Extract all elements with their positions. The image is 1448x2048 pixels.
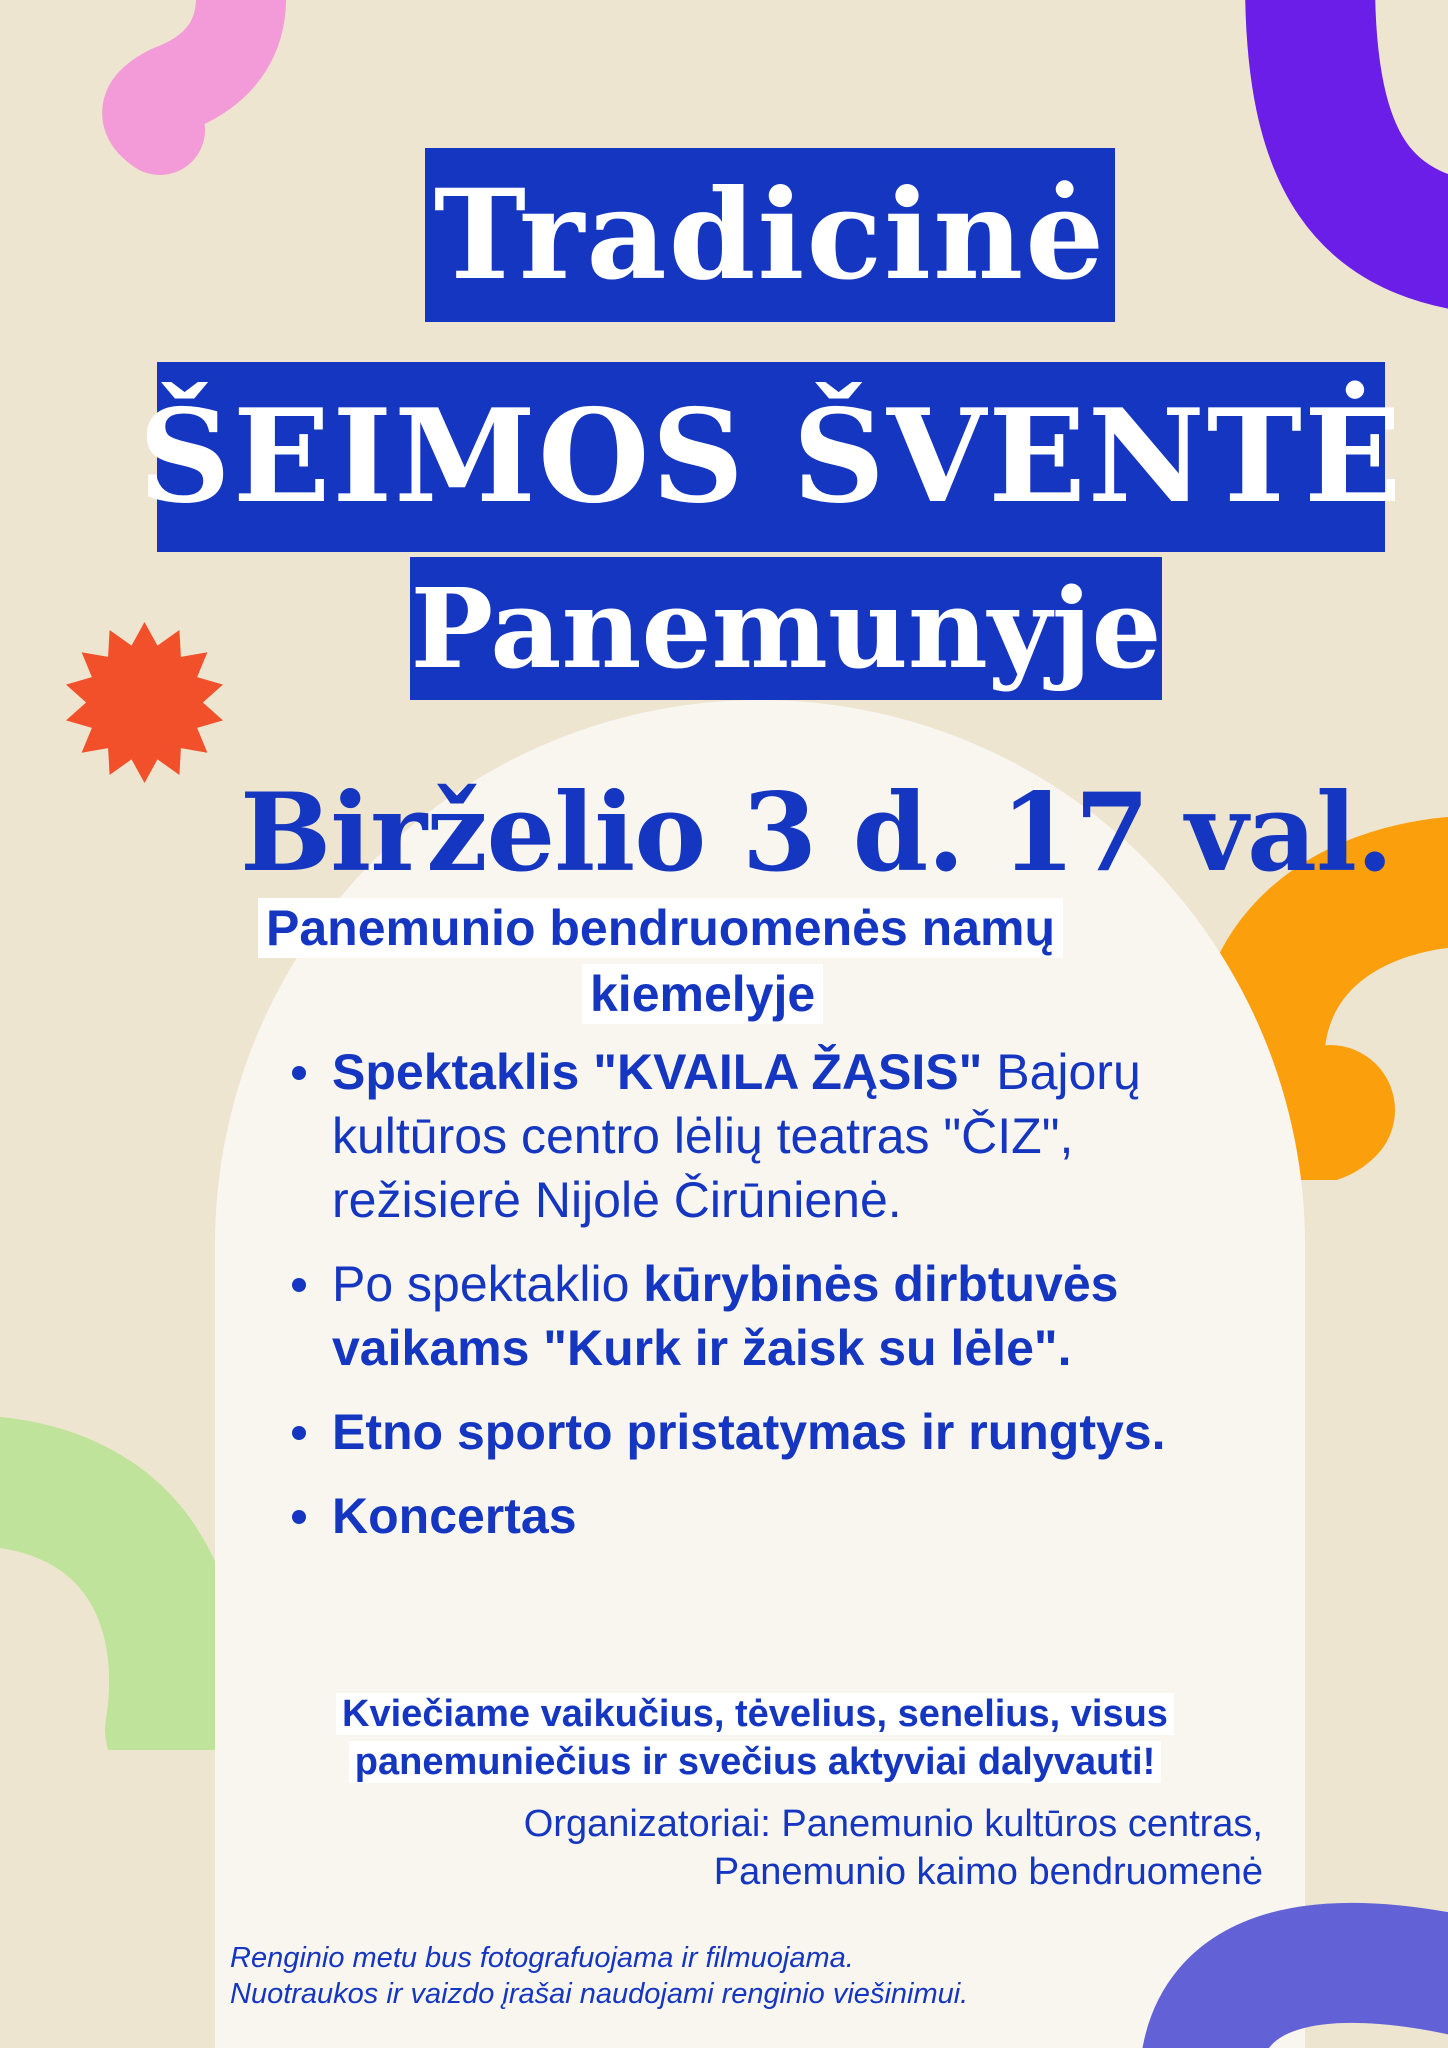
title-line-1: Tradicinė — [425, 148, 1115, 322]
list-item — [280, 1040, 1240, 1232]
event-3-title: Etno sporto pristatymas ir rungtys. — [332, 1404, 1166, 1460]
title-line-2: ŠEIMOS ŠVENTĖ — [157, 362, 1385, 552]
event-list — [280, 1040, 1240, 1568]
event-date-time: Birželio 3 d. 17 val. — [240, 770, 1393, 896]
pink-arc-shape — [0, 0, 320, 200]
photo-notice-line-2: Nuotraukos ir vaizdo įrašai naudojami renginio viešinimui. — [230, 1978, 969, 2010]
event-2-title: kūrybinės dirbtuvės vaikams "Kurk ir žaisk su lėle". — [332, 1256, 1119, 1376]
list-item — [280, 1252, 1240, 1380]
photo-notice-line-1: Renginio metu bus fotografuojama ir filmuojama. — [230, 1942, 854, 1974]
event-2-prefix: Po spektaklio — [332, 1256, 644, 1312]
invitation-line-2: panemuniečius ir svečius aktyviai dalyvauti! — [349, 1741, 1161, 1783]
starburst-shape — [62, 620, 227, 785]
organizers-line-1: Organizatoriai: Panemunio kultūros centras, — [523, 1803, 1263, 1845]
event-1-title: Spektaklis "KVAILA ŽĄSIS" — [332, 1044, 983, 1100]
invitation-line-1: Kviečiame vaikučius, tėvelius, senelius, visus — [336, 1693, 1174, 1735]
photo-notice — [230, 1940, 1230, 2012]
invitation-text — [270, 1690, 1240, 1786]
list-item — [280, 1484, 1240, 1548]
event-1-details: Bajorų kultūros centro lėlių teatras "ČIZ", režisierė Nijolė Čirūnienė. — [332, 1044, 1141, 1228]
title-line-3: Panemunyje — [410, 557, 1162, 700]
location-line-1: Panemunio bendruomenės namų — [258, 898, 1063, 958]
event-4-title: Koncertas — [332, 1488, 577, 1544]
location-line-2: kiemelyje — [582, 964, 823, 1024]
organizers-text — [363, 1800, 1263, 1896]
organizers-line-2: Panemunio kaimo bendruomenė — [713, 1851, 1263, 1893]
list-item — [280, 1400, 1240, 1464]
purple-arc-shape — [1240, 0, 1448, 320]
